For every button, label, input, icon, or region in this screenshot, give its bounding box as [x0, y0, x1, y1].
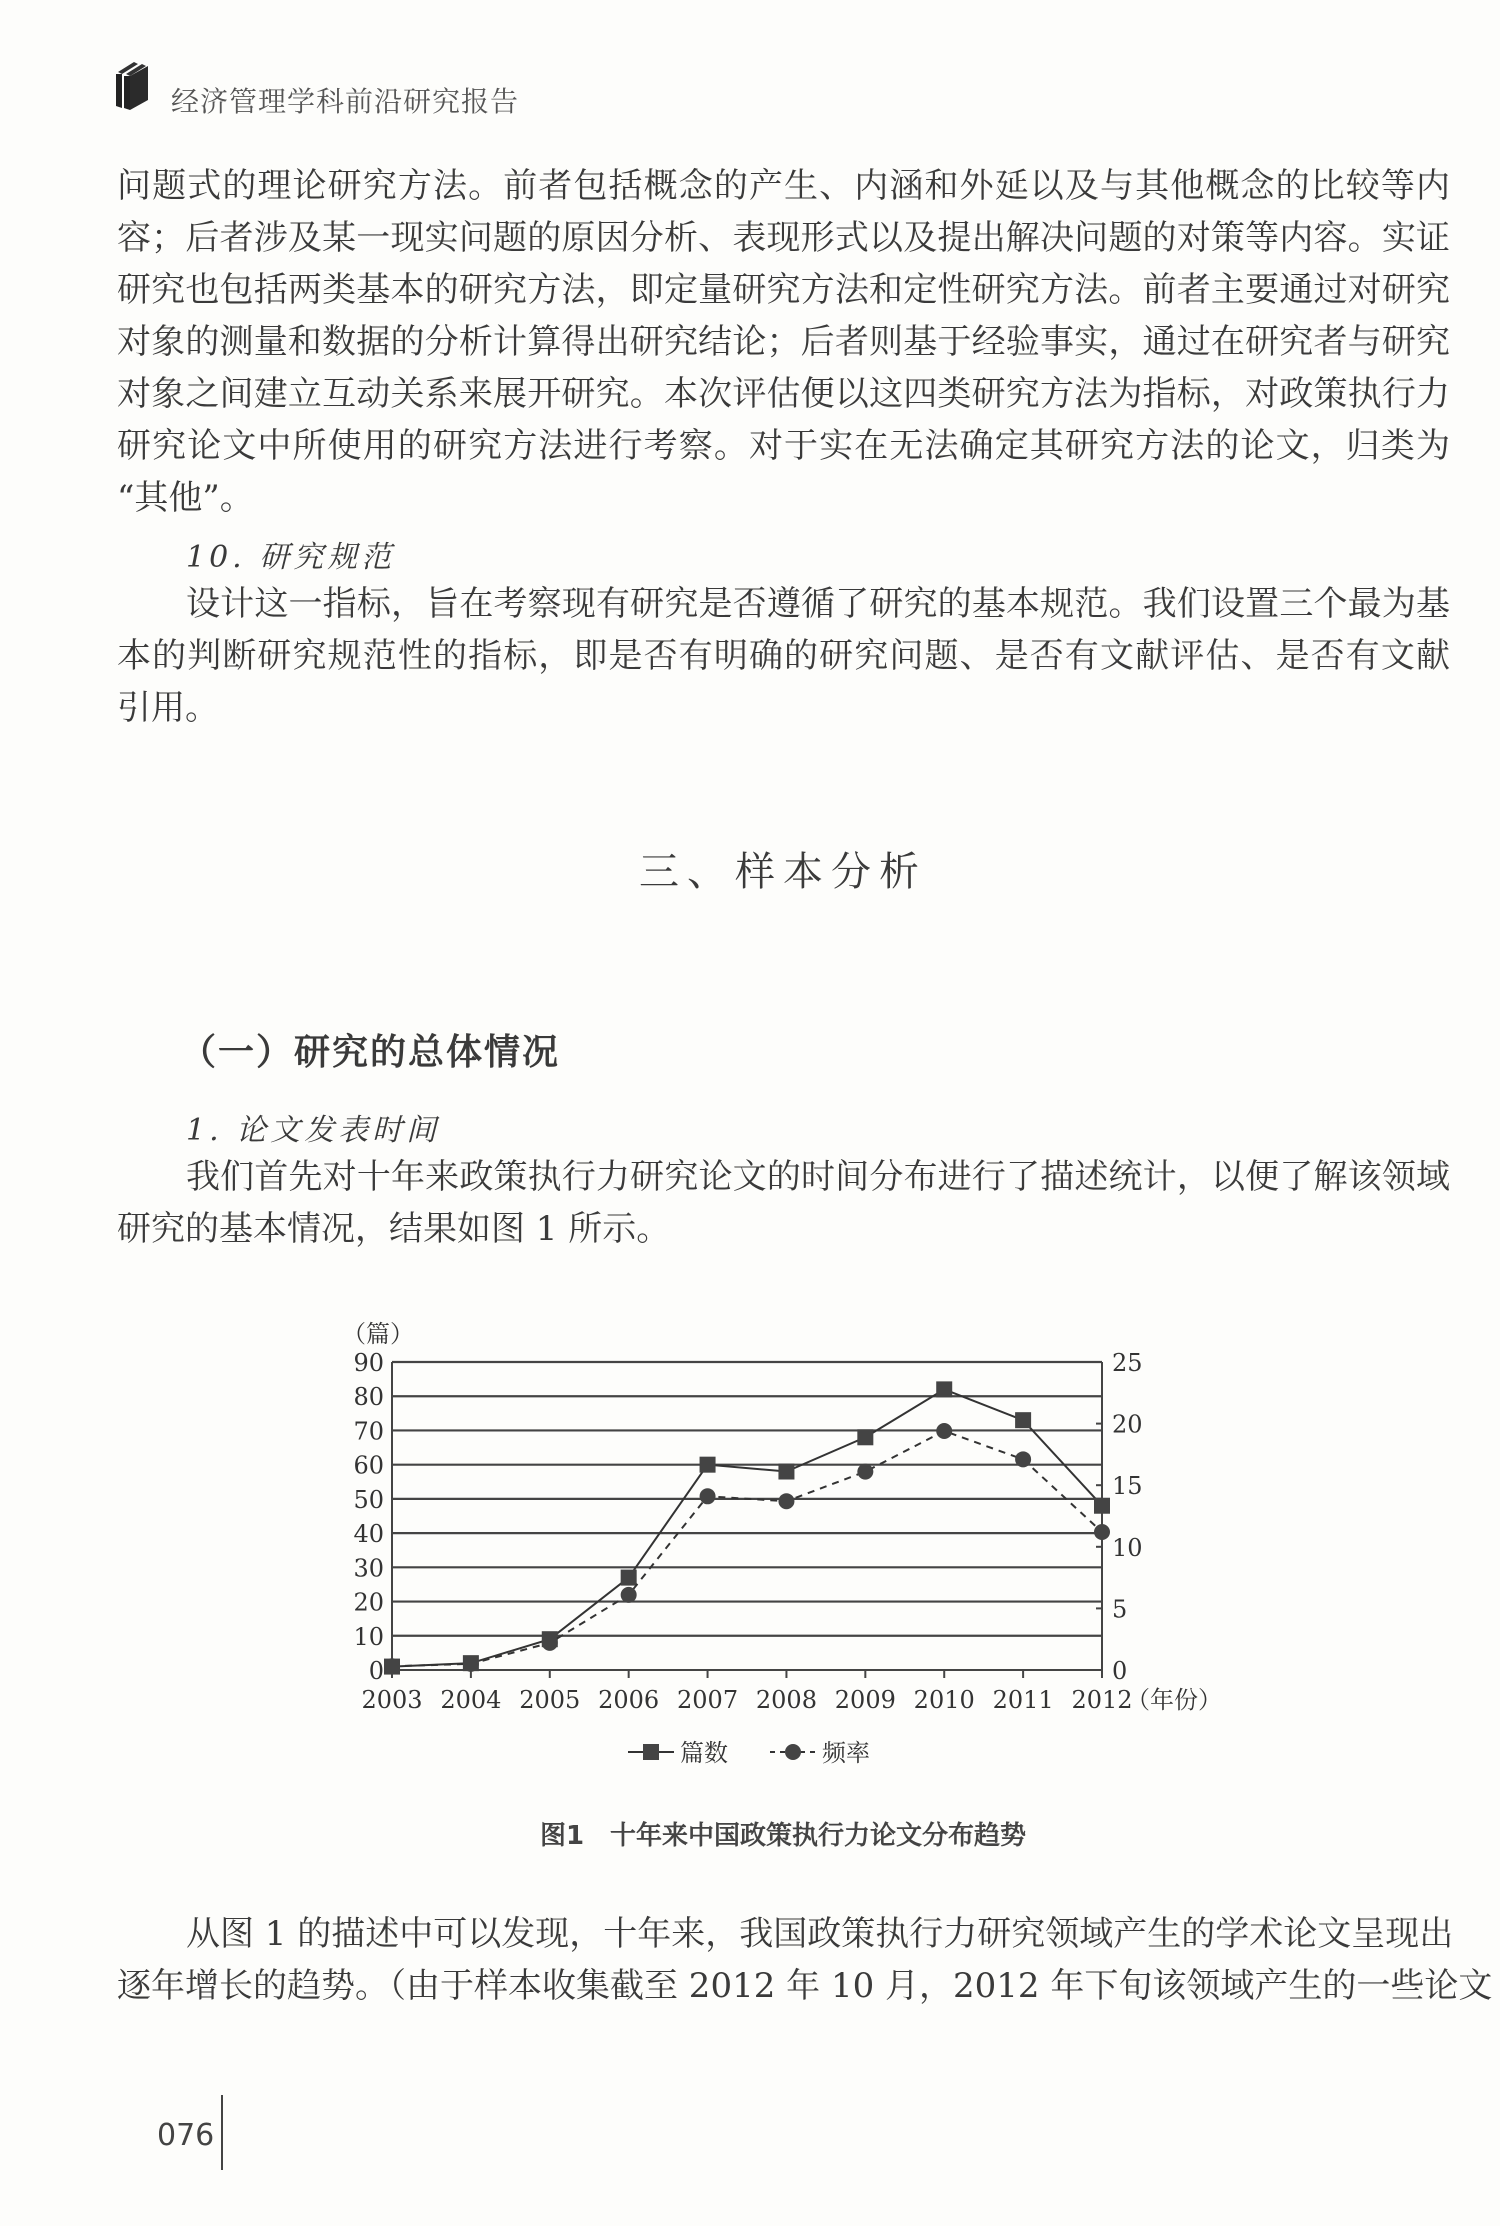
data-point-square: [1015, 1412, 1031, 1428]
data-point-square: [1094, 1498, 1110, 1514]
paragraph-line: 从图 1 的描述中可以发现，十年来，我国政策执行力研究领域产生的学术论文呈现出: [186, 1914, 1454, 1954]
data-point-circle: [778, 1493, 794, 1509]
y-axis-label: （篇）: [342, 1320, 414, 1348]
paragraph-line: 设计这一指标，旨在考察现有研究是否遵循了研究的基本规范。我们设置三个最为基: [186, 584, 1450, 624]
y-tick-label: 70: [353, 1417, 384, 1446]
y-tick-label: 50: [353, 1485, 384, 1514]
section-title: 三、样本分析: [639, 849, 927, 895]
y-tick-label-right: 25: [1112, 1349, 1143, 1377]
series-line-频率: [392, 1431, 1102, 1666]
paragraph-line: 对象的测量和数据的分析计算得出研究结论；后者则基于经验事实，通过在研究者与研究: [117, 322, 1450, 362]
data-point-circle: [700, 1488, 716, 1504]
y-tick-label: 10: [353, 1622, 384, 1651]
x-tick-label: 2007: [677, 1686, 739, 1714]
legend-label: 频率: [822, 1739, 870, 1767]
data-point-circle: [1015, 1451, 1031, 1467]
paragraph-line: 逐年增长的趋势。（由于样本收集截至 2012 年 10 月，2012 年下旬该领域产生的一些论文: [117, 1966, 1493, 2006]
y-tick-label: 40: [353, 1520, 384, 1549]
data-point-square: [700, 1457, 716, 1473]
data-point-square: [778, 1464, 794, 1480]
legend-marker-square: [643, 1744, 659, 1760]
paragraph-line: 对象之间建立互动关系来展开研究。本次评估便以这四类研究方法为指标，对政策执行力: [117, 374, 1450, 414]
item-10-title: 10. 研究规范: [186, 540, 396, 575]
data-point-square: [384, 1659, 400, 1675]
data-point-square: [936, 1381, 952, 1397]
paragraph-line: 研究也包括两类基本的研究方法，即定量研究方法和定性研究方法。前者主要通过对研究: [117, 270, 1450, 310]
page-divider: [221, 2095, 223, 2170]
y-tick-label: 30: [353, 1554, 384, 1583]
legend-label: 篇数: [680, 1739, 728, 1767]
page-number: 076: [157, 2118, 215, 2153]
data-point-circle: [936, 1423, 952, 1439]
data-point-square: [542, 1631, 558, 1647]
y-tick-label: 0: [368, 1657, 384, 1685]
data-point-circle: [463, 1656, 479, 1672]
y-tick-label-right: 15: [1112, 1472, 1143, 1501]
y-tick-label: 20: [353, 1588, 384, 1617]
figure-caption: 图1 十年来中国政策执行力论文分布趋势: [539, 1821, 1027, 1851]
subsection-title: （一）研究的总体情况: [180, 1032, 561, 1073]
x-axis-label: （年份）: [1126, 1686, 1222, 1714]
paragraph-line: 问题式的理论研究方法。前者包括概念的产生、内涵和外延以及与其他概念的比较等内: [117, 166, 1450, 206]
paragraph-line: 本的判断研究规范性的指标，即是否有明确的研究问题、是否有文献评估、是否有文献: [117, 636, 1450, 676]
y-tick-label: 90: [353, 1349, 384, 1377]
data-point-square: [621, 1570, 637, 1586]
data-point-square: [463, 1655, 479, 1671]
x-tick-label: 2005: [519, 1686, 581, 1714]
data-point-circle: [384, 1658, 400, 1674]
item-1-title: 1. 论文发表时间: [186, 1113, 441, 1148]
y-tick-label: 80: [353, 1383, 384, 1412]
x-tick-label: 2004: [440, 1686, 502, 1714]
paragraph-line: 研究论文中所使用的研究方法进行考察。对于实在无法确定其研究方法的论文，归类为: [117, 426, 1450, 466]
data-point-circle: [621, 1587, 637, 1603]
x-tick-label: 2011: [992, 1686, 1054, 1714]
y-tick-label-right: 0: [1112, 1657, 1128, 1685]
paragraph-line: 我们首先对十年来政策执行力研究论文的时间分布进行了描述统计，以便了解该领域: [186, 1157, 1450, 1197]
y-tick-label: 60: [353, 1451, 384, 1480]
x-tick-label: 2009: [834, 1686, 896, 1714]
paragraph-line: 容；后者涉及某一现实问题的原因分析、表现形式以及提出解决问题的对策等内容。实证: [117, 218, 1450, 258]
series-line-篇数: [392, 1389, 1102, 1666]
x-tick-label: 2012: [1071, 1686, 1133, 1714]
book-icon: [112, 60, 160, 112]
paragraph-line: 引用。: [117, 688, 219, 728]
data-point-circle: [1094, 1524, 1110, 1540]
legend-marker-circle: [785, 1744, 801, 1760]
data-point-square: [857, 1429, 873, 1445]
y-tick-label-right: 20: [1112, 1410, 1143, 1439]
x-tick-label: 2003: [361, 1686, 423, 1714]
paragraph-line: “其他”。: [117, 478, 254, 518]
data-point-circle: [857, 1464, 873, 1480]
running-header: 经济管理学科前沿研究报告: [171, 85, 520, 118]
x-tick-label: 2010: [913, 1686, 975, 1714]
y-tick-label-right: 10: [1112, 1533, 1143, 1562]
x-tick-label: 2008: [755, 1686, 817, 1714]
paragraph-line: 研究的基本情况，结果如图 1 所示。: [117, 1209, 671, 1249]
y-tick-label-right: 5: [1112, 1595, 1128, 1624]
x-tick-label: 2006: [598, 1686, 660, 1714]
data-point-circle: [542, 1635, 558, 1651]
